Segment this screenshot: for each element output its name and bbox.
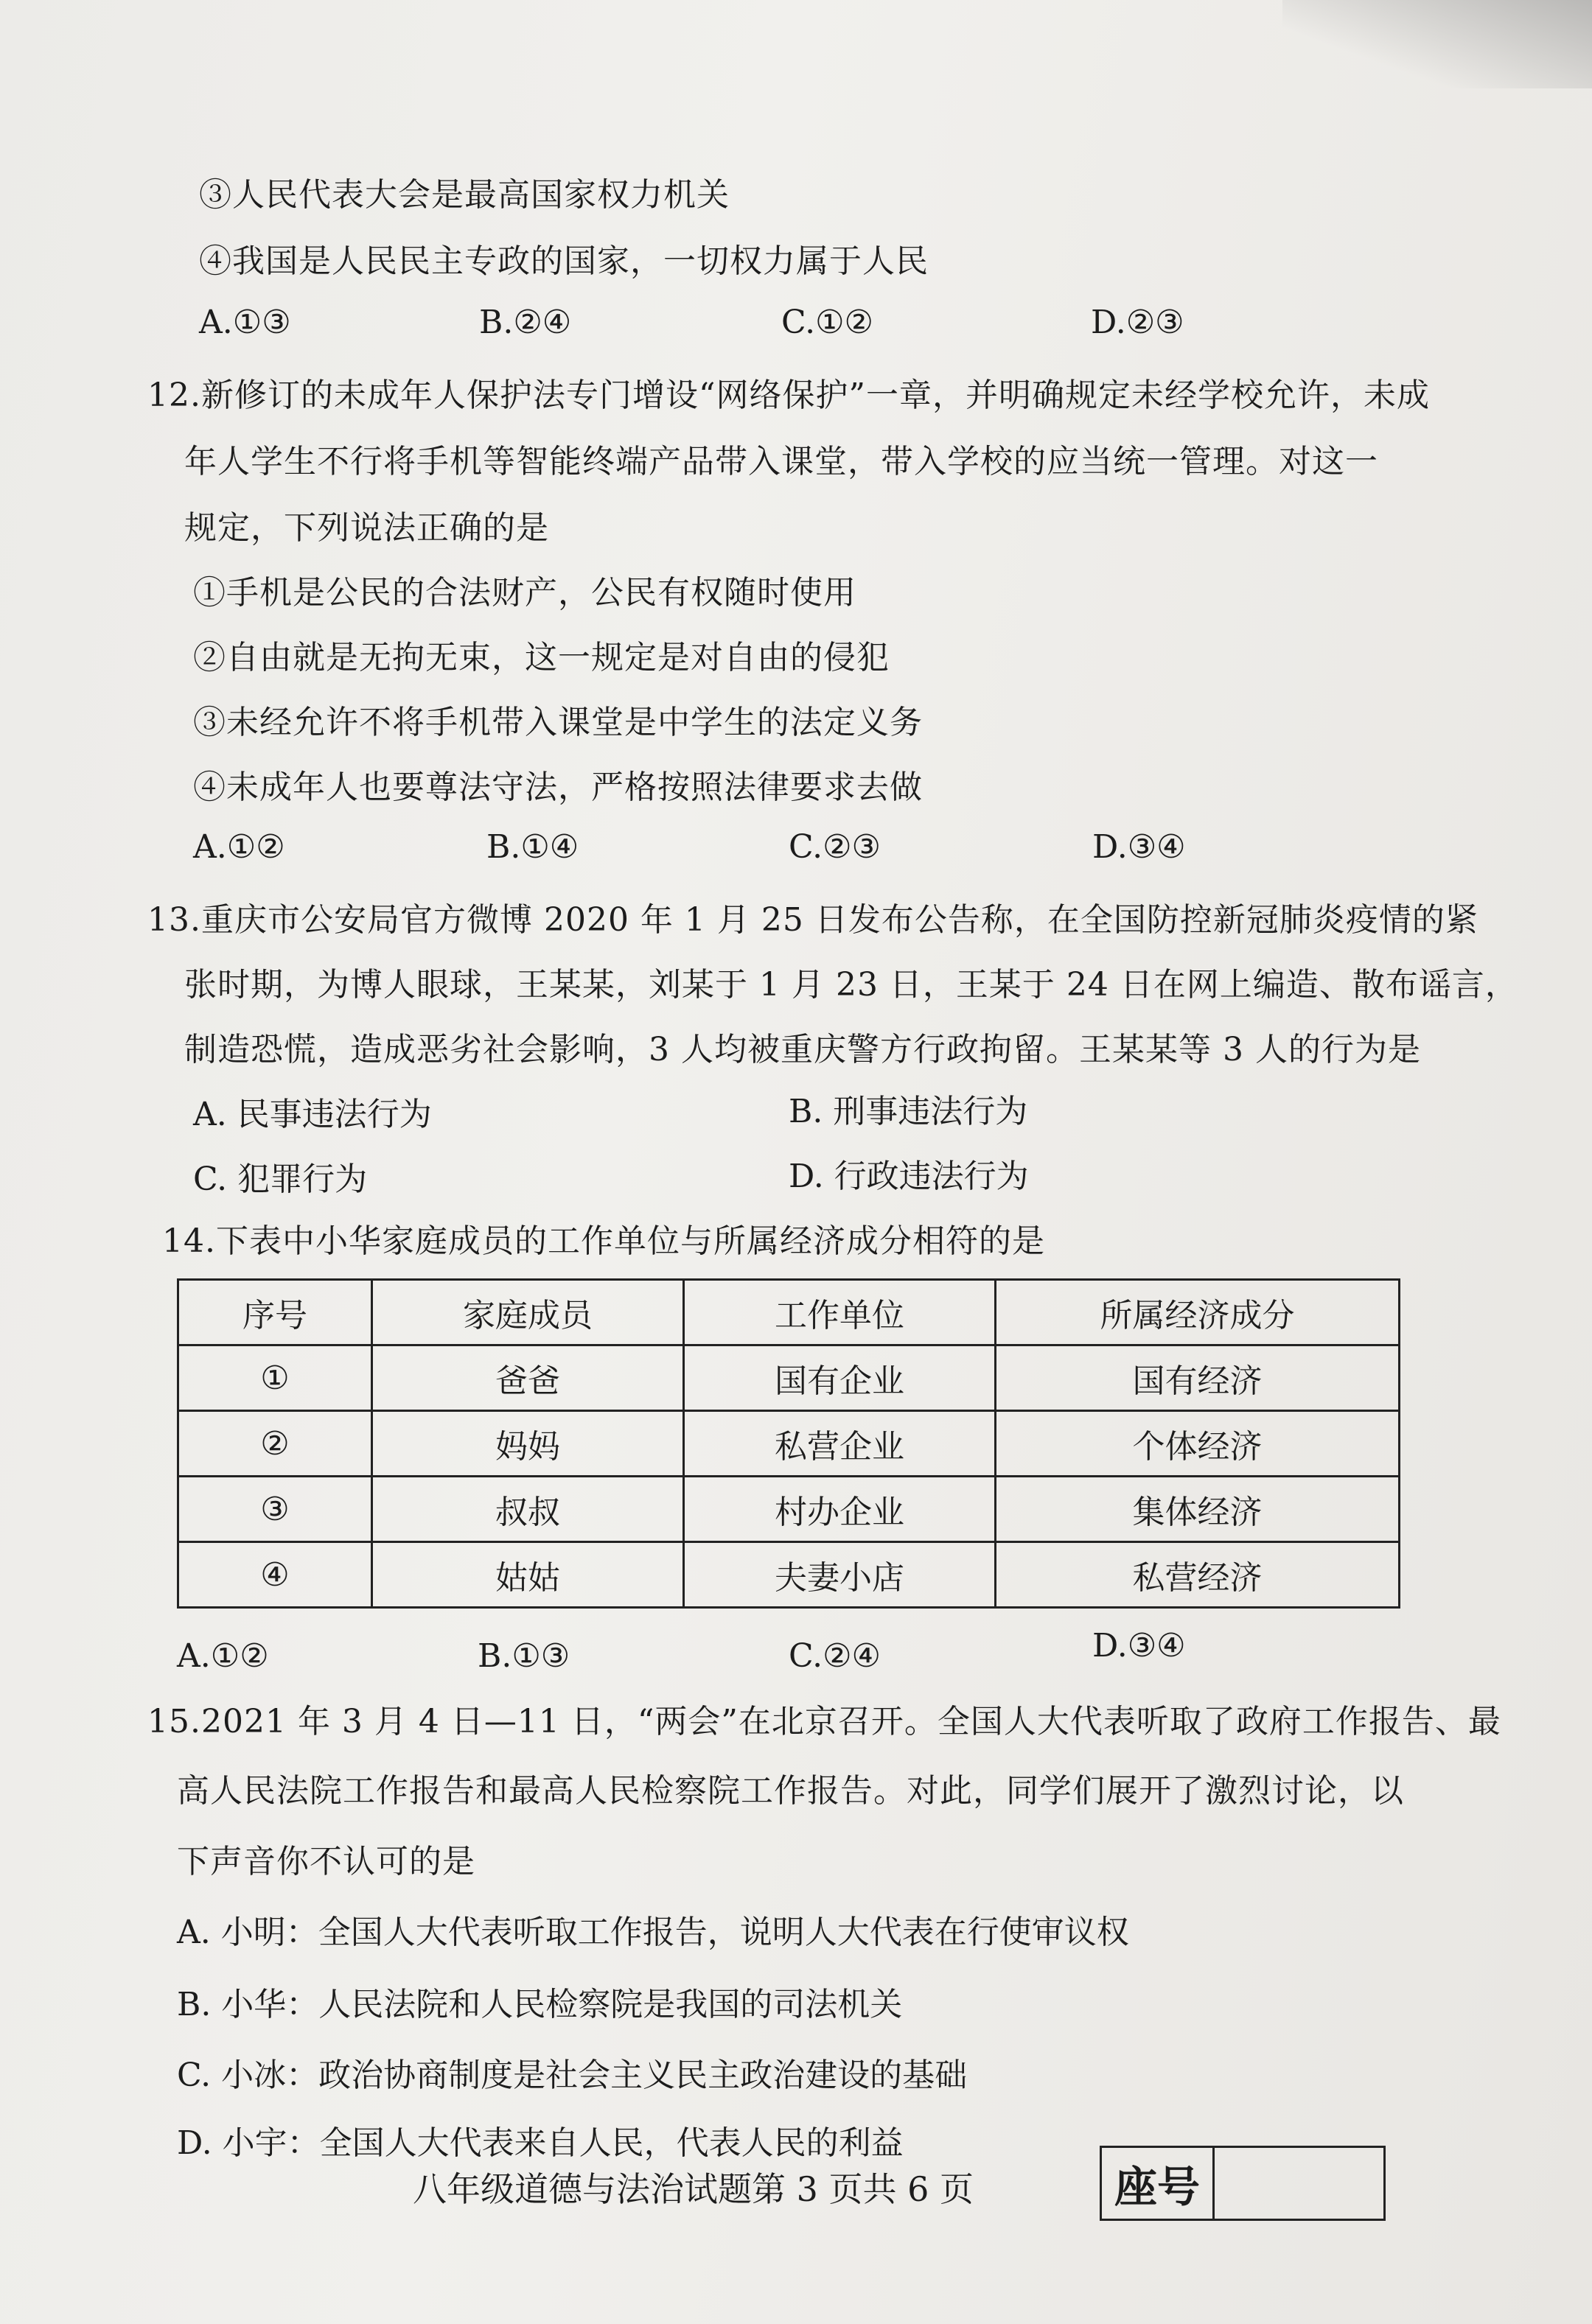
table-cell: ④ xyxy=(178,1542,372,1608)
table-cell: ③ xyxy=(178,1477,372,1542)
q11-option-b: B.②④ xyxy=(479,304,572,341)
q13-stem-line-3: 制造恐慌，造成恶劣社会影响，3 人均被重庆警方行政拘留。王某某等 3 人的行为是 xyxy=(184,1031,1421,1068)
page-footer: 八年级道德与法治试题第 3 页共 6 页 xyxy=(413,2169,974,2209)
q12-stem-line-2: 年人学生不行将手机等智能终端产品带入课堂，带入学校的应当统一管理。对这一 xyxy=(184,443,1378,480)
table-cell: 爸爸 xyxy=(372,1345,684,1411)
seat-number-field[interactable] xyxy=(1215,2148,1383,2219)
q12-item-3: ③未经允许不将手机带入课堂是中学生的法定义务 xyxy=(193,704,923,741)
q15-option-b: B. 小华：人民法院和人民检察院是我国的司法机关 xyxy=(177,1986,903,2023)
q15-option-c: C. 小冰：政治协商制度是社会主义民主政治建设的基础 xyxy=(177,2057,968,2094)
q13-option-b: B. 刑事违法行为 xyxy=(789,1093,1028,1130)
q12-stem-line-1: 12.新修订的未成年人保护法专门增设“网络保护”一章，并明确规定未经学校允许，未成 xyxy=(147,377,1430,414)
table-cell: ① xyxy=(178,1345,372,1411)
table-cell: 妈妈 xyxy=(372,1411,684,1477)
q15-stem-line-2: 高人民法院工作报告和最高人民检察院工作报告。对此，同学们展开了激烈讨论，以 xyxy=(177,1772,1404,1810)
family-economy-table xyxy=(177,1278,1400,1609)
seat-number-box xyxy=(1100,2146,1386,2221)
table-header-row xyxy=(178,1280,1400,1345)
table-header-cell: 工作单位 xyxy=(684,1280,996,1345)
q11-option-c: C.①② xyxy=(781,304,873,341)
q15-stem-line-3: 下声音你不认可的是 xyxy=(177,1843,475,1880)
q12-item-1: ①手机是公民的合法财产，公民有权随时使用 xyxy=(193,574,856,612)
table-row xyxy=(178,1411,1400,1477)
q12-option-a: A.①② xyxy=(193,828,285,866)
q13-option-c: C. 犯罪行为 xyxy=(193,1161,368,1198)
q14-stem: 14.下表中小华家庭成员的工作单位与所属经济成分相符的是 xyxy=(162,1222,1045,1260)
table-cell: 夫妻小店 xyxy=(684,1542,996,1608)
q13-stem-line-1: 13.重庆市公安局官方微博 2020 年 1 月 25 日发布公告称，在全国防控新冠肺炎疫情的紧 xyxy=(147,901,1478,939)
table-cell: 村办企业 xyxy=(684,1477,996,1542)
table-cell: 叔叔 xyxy=(372,1477,684,1542)
table-cell: 个体经济 xyxy=(996,1411,1400,1477)
table-cell: 私营经济 xyxy=(996,1542,1400,1608)
q14-option-c: C.②④ xyxy=(789,1637,881,1675)
table-cell: 集体经济 xyxy=(996,1477,1400,1542)
q11-item-3: ③人民代表大会是最高国家权力机关 xyxy=(199,176,730,214)
table-row xyxy=(178,1345,1400,1411)
table-cell: 国有经济 xyxy=(996,1345,1400,1411)
q14-option-b: B.①③ xyxy=(478,1637,570,1675)
q14-option-a: A.①② xyxy=(177,1637,269,1675)
q12-stem-line-3: 规定，下列说法正确的是 xyxy=(184,509,549,547)
q12-item-4: ④未成年人也要尊法守法，严格按照法律要求去做 xyxy=(193,769,923,806)
table-cell: 私营企业 xyxy=(684,1411,996,1477)
q12-option-c: C.②③ xyxy=(789,828,881,866)
table-header-cell: 家庭成员 xyxy=(372,1280,684,1345)
q14-option-d: D.③④ xyxy=(1092,1627,1186,1665)
q11-option-d: D.②③ xyxy=(1091,304,1184,341)
q15-option-a: A. 小明：全国人大代表听取工作报告，说明人大代表在行使审议权 xyxy=(177,1914,1129,1951)
q15-option-d: D. 小宇：全国人大代表来自人民，代表人民的利益 xyxy=(177,2124,904,2162)
q13-option-a: A. 民事违法行为 xyxy=(193,1096,432,1133)
table-cell: ② xyxy=(178,1411,372,1477)
q12-option-d: D.③④ xyxy=(1092,828,1186,866)
page-corner-shadow xyxy=(1282,0,1592,88)
q13-option-d: D. 行政违法行为 xyxy=(789,1158,1029,1195)
table-cell: 国有企业 xyxy=(684,1345,996,1411)
table-cell: 姑姑 xyxy=(372,1542,684,1608)
table-header-cell: 序号 xyxy=(178,1280,372,1345)
q11-option-a: A.①③ xyxy=(199,304,291,341)
seat-number-label: 座号 xyxy=(1102,2148,1215,2219)
table-header-cell: 所属经济成分 xyxy=(996,1280,1400,1345)
table-row xyxy=(178,1542,1400,1608)
q12-option-b: B.①④ xyxy=(486,828,579,866)
table-row xyxy=(178,1477,1400,1542)
q12-item-2: ②自由就是无拘无束，这一规定是对自由的侵犯 xyxy=(193,639,890,676)
q11-item-4: ④我国是人民民主专政的国家，一切权力属于人民 xyxy=(199,242,929,280)
q13-stem-line-2: 张时期，为博人眼球，王某某，刘某于 1 月 23 日，王某于 24 日在网上编造、散布谣言， xyxy=(184,966,1518,1004)
q15-stem-line-1: 15.2021 年 3 月 4 日—11 日，“两会”在北京召开。全国人大代表听取了政府工作报告、最 xyxy=(147,1703,1501,1740)
